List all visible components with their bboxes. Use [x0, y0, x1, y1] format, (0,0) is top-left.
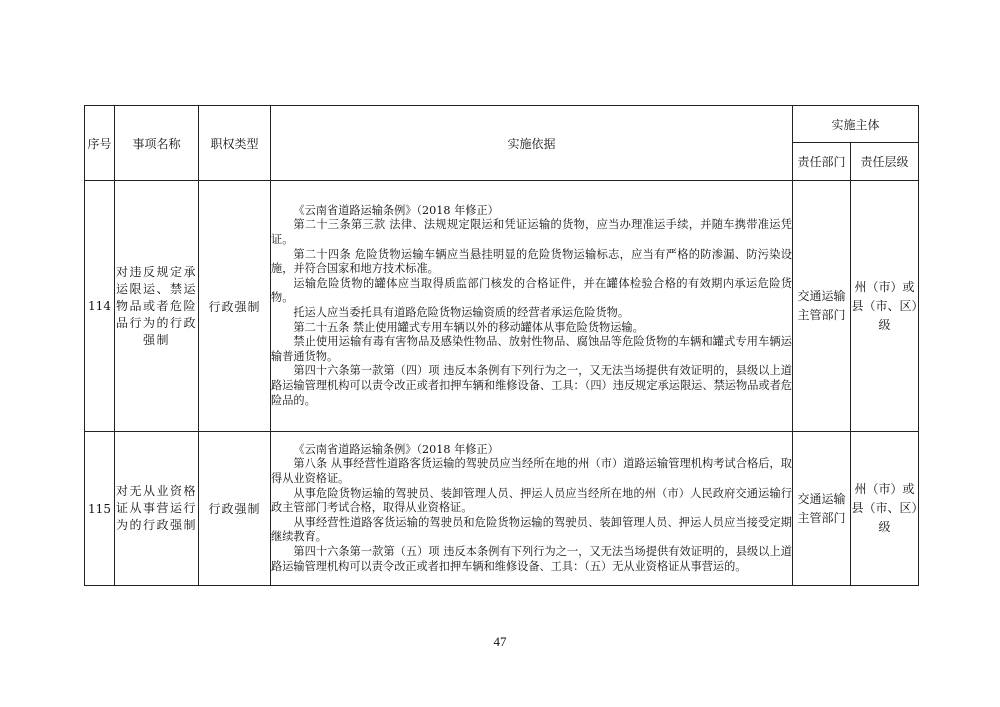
header-basis: 实施依据: [271, 106, 793, 181]
row-item-name: 对违反规定承运限运、禁运物品或者危险品行为的行政强制: [115, 181, 199, 432]
row-seq: 114: [85, 181, 115, 432]
basis-paragraph: 第八条 从事经营性道路客货运输的驾驶员应当经所在地的州（市）道路运输管理机构考试合格后，取得从业资格证。: [271, 457, 792, 486]
page-number: 47: [493, 634, 507, 649]
row-power-type: 行政强制: [199, 432, 271, 586]
header-subject: 实施主体: [793, 106, 919, 143]
row-level: 州（市）或县（市、区）级: [851, 432, 919, 586]
basis-paragraph: 禁止使用运输有毒有害物品及感染性物品、放射性物品、腐蚀品等危险货物的车辆和罐式专用车辆运输普通货物。: [271, 335, 792, 363]
basis-paragraph: 第四十六条第一款第（四）项 违反本条例有下列行为之一，又无法当场提供有效证明的，县级以上道路运输管理机构可以责令改正或者扣押车辆和维修设备、工具：（四）违反规定承运限运、禁运物品或者危险品的。: [271, 364, 792, 407]
row-seq: 115: [85, 432, 115, 586]
row-item-name: 对无从业资格证从事营运行为的行政强制: [115, 432, 199, 586]
header-level: 责任层级: [851, 143, 919, 181]
basis-paragraph: 运输危险货物的罐体应当取得质监部门核发的合格证件，并在罐体检验合格的有效期内承运危险货物。: [271, 276, 792, 305]
header-dept: 责任部门: [793, 143, 851, 181]
basis-paragraph: 托运人应当委托具有道路危险货物运输资质的经营者承运危险货物。: [293, 306, 630, 319]
row-power-type: 行政强制: [199, 181, 271, 432]
header-name: 事项名称: [115, 106, 199, 181]
power-list-table: [84, 105, 919, 586]
basis-paragraph: 从事危险货物运输的驾驶员、装卸管理人员、押运人员应当经所在地的州（市）人民政府交通运输行政主管部门考试合格，取得从业资格证。: [271, 486, 792, 515]
basis-paragraph: 《云南省道路运输条例》（2018 年修正）: [293, 442, 499, 456]
row-dept: 交通运输主管部门: [793, 181, 851, 432]
basis-paragraph: 第二十三条第三款 法律、法规规定限运和凭证运输的货物，应当办理准运手续，并随车携带准运凭证。: [271, 218, 792, 247]
basis-paragraph: 《云南省道路运输条例》（2018 年修正）: [293, 203, 499, 217]
row-basis: [271, 432, 793, 586]
header-seq: 序号: [85, 106, 115, 181]
basis-paragraph: 第四十六条第一款第（五）项 违反本条例有下列行为之一，又无法当场提供有效证明的，县级以上道路运输管理机构可以责令改正或者扣押车辆和维修设备、工具：（五）无从业资格证从事营运的。: [271, 544, 792, 573]
row-dept: 交通运输主管部门: [793, 432, 851, 586]
table-row: [85, 181, 919, 432]
basis-paragraph: 从事经营性道路客货运输的驾驶员和危险货物运输的驾驶员、装卸管理人员、押运人员应当接受定期继续教育。: [271, 515, 792, 544]
header-row-1: [85, 106, 919, 143]
row-level: 州（市）或县（市、区）级: [851, 181, 919, 432]
row-basis: [271, 181, 793, 432]
header-type: 职权类型: [199, 106, 271, 181]
document-page: [84, 105, 918, 586]
basis-paragraph: 第二十四条 危险货物运输车辆应当悬挂明显的危险货物运输标志，应当有严格的防渗漏、防污染设施，并符合国家和地方技术标准。: [271, 247, 792, 276]
basis-paragraph: 第二十五条 禁止使用罐式专用车辆以外的移动罐体从事危险货物运输。: [293, 320, 644, 334]
table-row: [85, 432, 919, 586]
